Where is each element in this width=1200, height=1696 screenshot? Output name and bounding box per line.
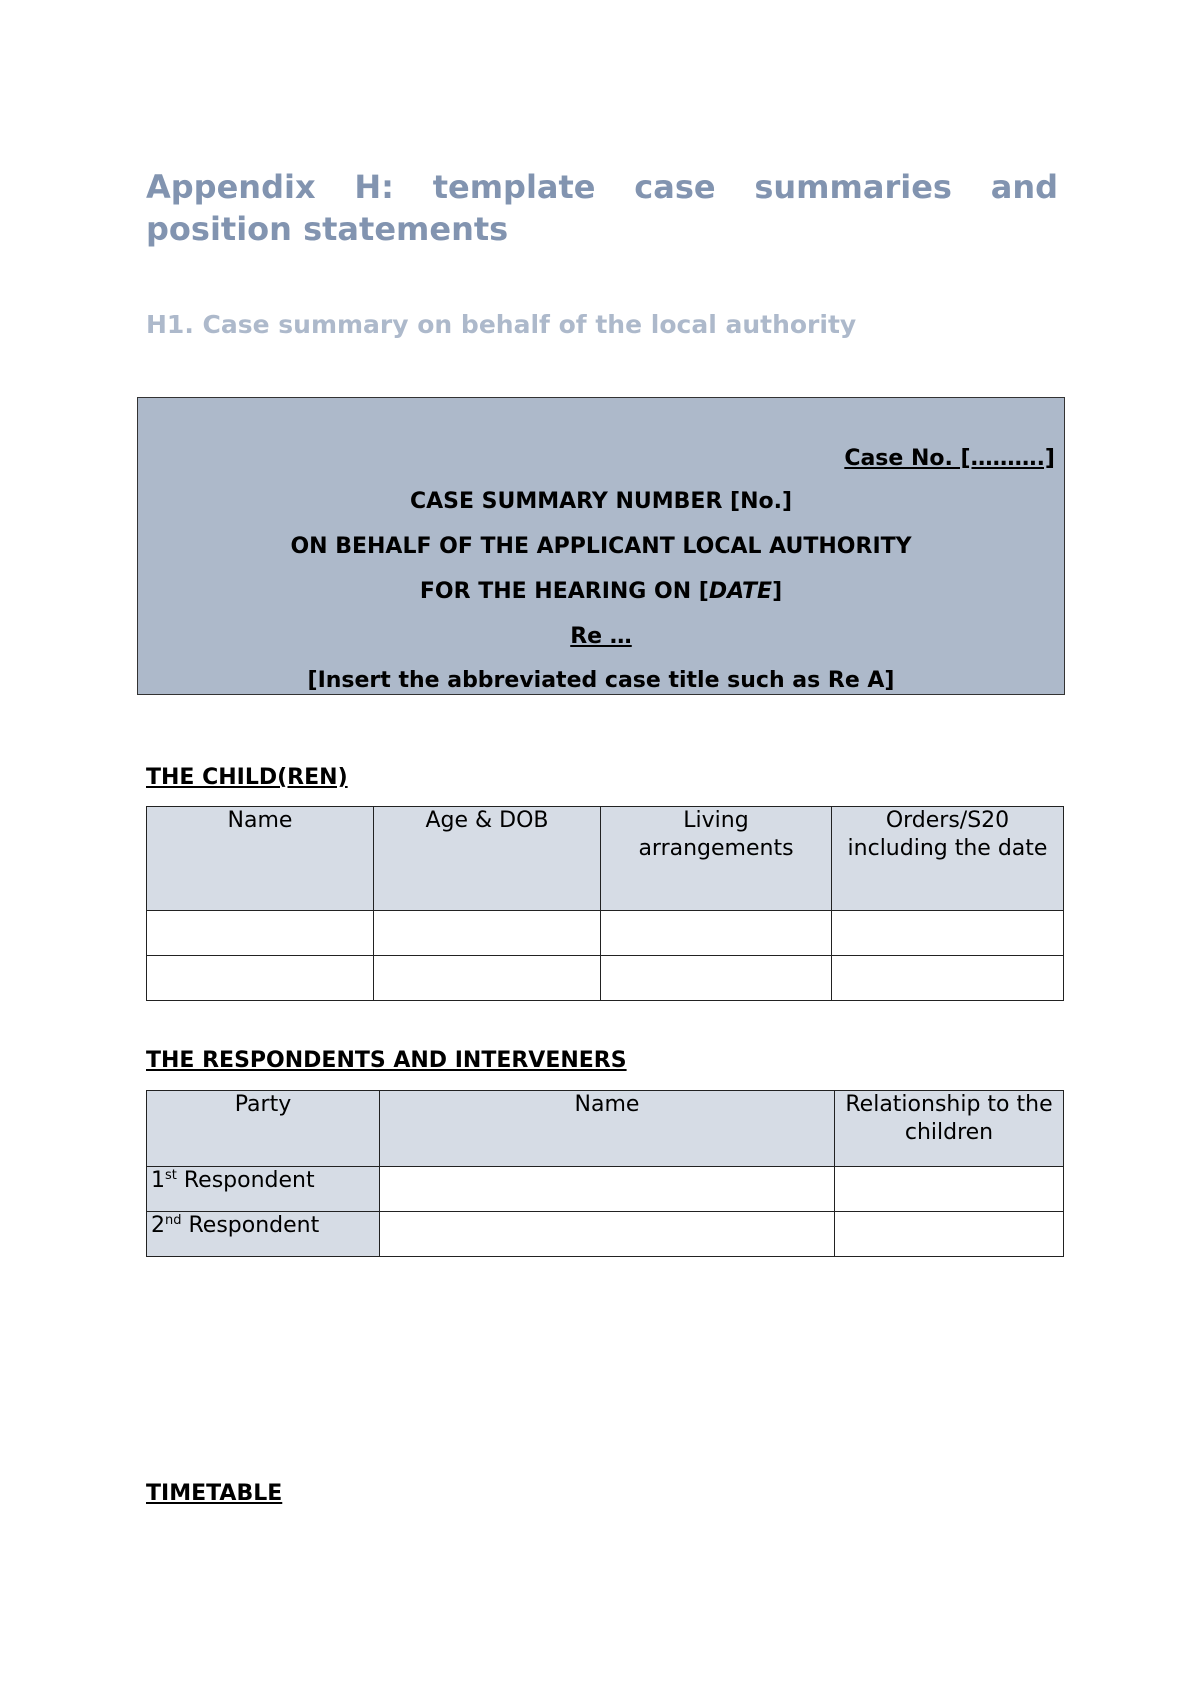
child-orders-cell[interactable] xyxy=(832,956,1064,1001)
header-name: Name xyxy=(147,807,374,911)
child-orders-cell[interactable] xyxy=(832,911,1064,956)
child-age-cell[interactable] xyxy=(374,956,601,1001)
table-row xyxy=(147,911,1064,956)
re-text: Re … xyxy=(570,624,632,649)
header-age-dob: Age & DOB xyxy=(374,807,601,911)
header-orders-s20: Orders/S20 including the date xyxy=(832,807,1064,911)
insert-title-line: [Insert the abbreviated case title such as Re A] xyxy=(307,668,895,693)
respondent-name-cell[interactable] xyxy=(380,1212,835,1257)
header-living-arrangements: Living arrangements xyxy=(601,807,832,911)
respondents-heading: THE RESPONDENTS AND INTERVENERS xyxy=(146,1048,627,1073)
hearing-suffix: ] xyxy=(772,579,783,604)
children-table xyxy=(146,806,1064,1001)
child-name-cell[interactable] xyxy=(147,911,374,956)
party-number: 2 xyxy=(151,1213,165,1238)
table-row xyxy=(147,1167,1064,1212)
respondent-relationship-cell[interactable] xyxy=(835,1212,1064,1257)
section-subtitle: H1. Case summary on behalf of the local authority xyxy=(146,310,857,339)
hearing-line xyxy=(138,579,1064,604)
party-ordinal: nd xyxy=(165,1213,182,1228)
party-label: Respondent xyxy=(181,1213,320,1238)
header-name: Name xyxy=(380,1091,835,1167)
table-row xyxy=(147,956,1064,1001)
party-cell xyxy=(147,1167,380,1212)
party-number: 1 xyxy=(151,1168,165,1193)
respondents-table xyxy=(146,1090,1064,1257)
child-living-cell[interactable] xyxy=(601,911,832,956)
table-row xyxy=(147,1212,1064,1257)
respondents-header-row xyxy=(147,1091,1064,1167)
hearing-prefix: FOR THE HEARING ON [ xyxy=(419,579,709,604)
child-age-cell[interactable] xyxy=(374,911,601,956)
party-label: Respondent xyxy=(176,1168,315,1193)
children-header-row xyxy=(147,807,1064,911)
respondent-name-cell[interactable] xyxy=(380,1167,835,1212)
child-name-cell[interactable] xyxy=(147,956,374,1001)
appendix-title: Appendix H: template case summaries and position statements xyxy=(146,168,1058,248)
re-line xyxy=(138,624,1064,649)
case-number: Case No. [……….] xyxy=(844,446,1055,471)
party-cell xyxy=(147,1212,380,1257)
on-behalf-line: ON BEHALF OF THE APPLICANT LOCAL AUTHORITY xyxy=(290,534,912,559)
children-heading: THE CHILD(REN) xyxy=(146,765,348,790)
hearing-date: DATE xyxy=(708,579,773,604)
child-living-cell[interactable] xyxy=(601,956,832,1001)
header-relationship: Relationship to the children xyxy=(835,1091,1064,1167)
header-party: Party xyxy=(147,1091,380,1167)
case-summary-number: CASE SUMMARY NUMBER [No.] xyxy=(409,489,793,514)
party-ordinal: st xyxy=(165,1168,177,1183)
respondent-relationship-cell[interactable] xyxy=(835,1167,1064,1212)
timetable-heading: TIMETABLE xyxy=(146,1481,283,1506)
case-summary-banner xyxy=(137,397,1065,695)
